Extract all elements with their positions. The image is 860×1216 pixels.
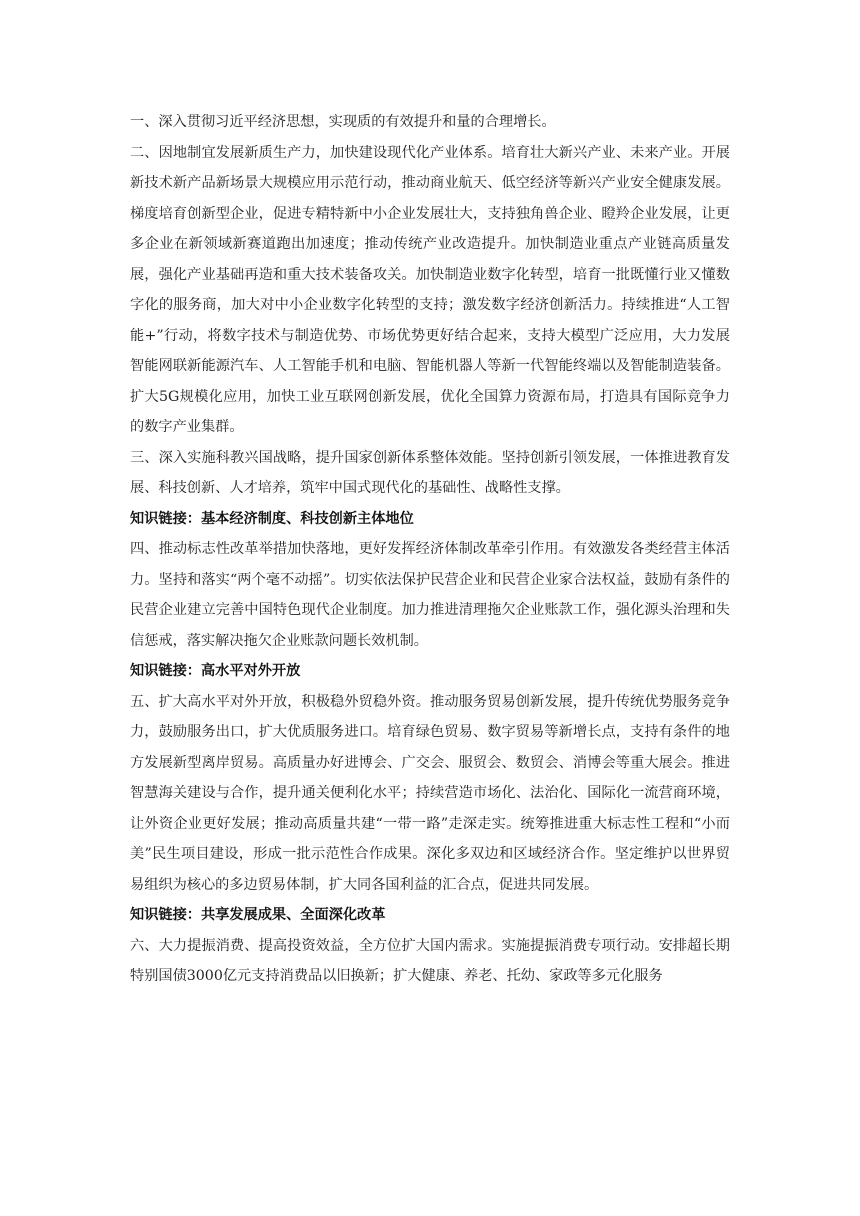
paragraph-4: 四、推动标志性改革举措加快落地，更好发挥经济体制改革牵引作用。有效激发各类经营主体活力。坚持和落实“两个毫不动摇”。切实依法保护民营企业和民营企业家合法权益，鼓励有条件的民营企业建立完善中国特色现代企业制度。加力推进清理拖欠企业账款工作，强化源头治理和失信惩戒，落实解决拖欠企业账款问题长效机制。: [130, 541, 730, 649]
knowledge-link-heading-2: 知识链接：高水平对外开放: [130, 663, 301, 679]
knowledge-link-heading-1: 知识链接：基本经济制度、科技创新主体地位: [130, 510, 414, 527]
paragraph-1: 一、深入贯彻习近平经济思想，实现质的有效提升和量的合理增长。: [130, 114, 556, 130]
document-body: [130, 107, 730, 992]
knowledge-link-heading-3: 知识链接：共享发展成果、全面深化改革: [130, 907, 386, 923]
paragraph-5: 五、扩大高水平对外开放，积极稳外贸稳外资。推动服务贸易创新发展，提升传统优势服务竞争力，鼓励服务出口，扩大优质服务进口。培育绿色贸易、数字贸易等新增长点，支持有条件的地方发展新型离岸贸易。高质量办好进博会、广交会、服贸会、数贸会、消博会等重大展会。推进智慧海关建设与合作，提升通关便利化水平；持续营造市场化、法治化、国际化一流营商环境，让外资企业更好发展；推动高质量共建“一带一路”走深走实。统筹推进重大标志性工程和“小而美”民生项目建设，形成一批示范性合作成果。深化多双边和区域经济合作。坚定维护以世界贸易组织为核心的多边贸易体制，扩大同各国利益的汇合点，促进共同发展。: [130, 693, 730, 893]
paragraph-2: 二、因地制宜发展新质生产力，加快建设现代化产业体系。培育壮大新兴产业、未来产业。开展新技术新产品新场景大规模应用示范行动，推动商业航天、低空经济等新兴产业安全健康发展。梯度培育创新型企业，促进专精特新中小企业发展壮大，支持独角兽企业、瞪羚企业发展，让更多企业在新领域新赛道跑出加速度；推动传统产业改造提升。加快制造业重点产业链高质量发展，强化产业基础再造和重大技术装备攻关。加快制造业数字化转型，培育一批既懂行业又懂数字化的服务商，加大对中小企业数字化转型的支持；激发数字经济创新活力。持续推进“人工智能+”行动，将数字技术与制造优势、市场优势更好结合起来，支持大模型广泛应用，大力发展智能网联新能源汽车、人工智能手机和电脑、智能机器人等新一代智能终端以及智能制造装备。扩大5G规模化应用，加快工业互联网创新发展，优化全国算力资源布局，打造具有国际竞争力的数字产业集群。: [130, 144, 730, 435]
paragraph-6: 六、大力提振消费、提高投资效益，全方位扩大国内需求。实施提振消费专项行动。安排超长期特别国债3000亿元支持消费品以旧换新；扩大健康、养老、托幼、家政等多元化服务: [130, 937, 730, 984]
paragraph-3: 三、深入实施科教兴国战略，提升国家创新体系整体效能。坚持创新引领发展，一体推进教育发展、科技创新、人才培养，筑牢中国式现代化的基础性、战略性支撑。: [130, 449, 730, 496]
